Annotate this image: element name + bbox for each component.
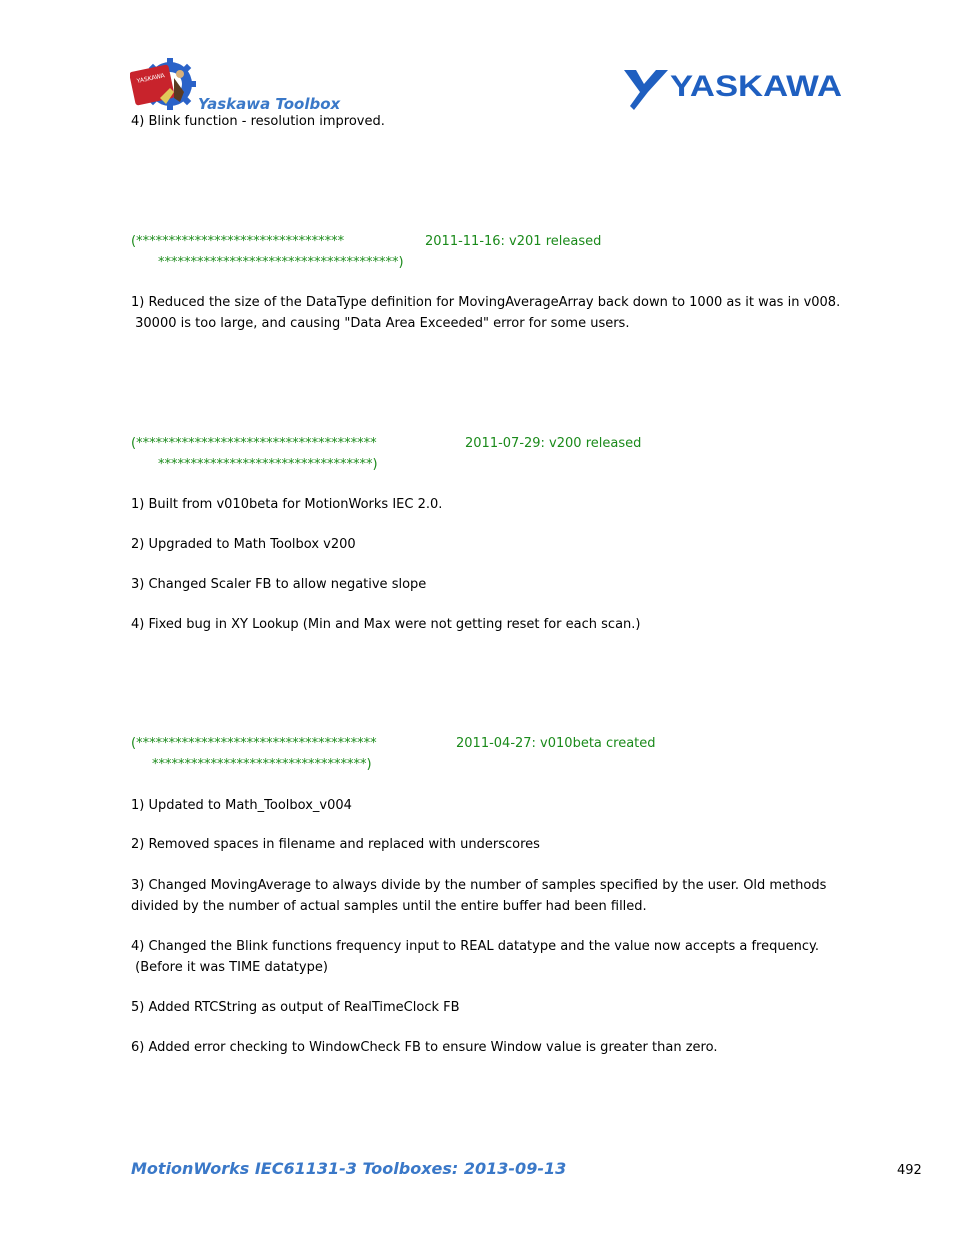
list-item: 3) Changed MovingAverage to always divide by the number of samples specified by the user. Old methods (131, 878, 827, 893)
list-item: 30000 is too large, and causing "Data Area Exceeded" error for some users. (131, 316, 630, 331)
list-item: 6) Added error checking to WindowCheck FB to ensure Window value is greater than zero. (131, 1040, 718, 1055)
section-header-stars-left: (******************************** (131, 234, 345, 249)
section-header-date: 2011-04-27: v010beta created (456, 736, 656, 751)
list-item: 1) Reduced the size of the DataType definition for MovingAverageArray back down to 1000 as it was in v008. (131, 295, 841, 310)
section-header-stars-left: (************************************* (131, 436, 377, 451)
toolbox-title: Yaskawa Toolbox (198, 95, 341, 113)
section-header-date: 2011-11-16: v201 released (425, 234, 602, 249)
intro-line: 4) Blink function - resolution improved. (131, 114, 385, 129)
list-item: 4) Fixed bug in XY Lookup (Min and Max were not getting reset for each scan.) (131, 617, 641, 632)
toolbox-gear-logo (130, 58, 198, 112)
list-item: 5) Added RTCString as output of RealTimeClock FB (131, 1000, 460, 1015)
page-number: 492 (897, 1163, 922, 1178)
yaskawa-logo (622, 66, 844, 112)
list-item: 4) Changed the Blink functions frequency input to REAL datatype and the value now accepts a frequency. (131, 939, 819, 954)
list-item: 2) Upgraded to Math Toolbox v200 (131, 537, 356, 552)
section-header-stars-left: (************************************* (131, 736, 377, 751)
yaskawa-logo-text: YASKAWA (670, 70, 842, 103)
section-header-stars-right: *********************************) (158, 457, 378, 472)
list-item: divided by the number of actual samples until the entire buffer had been filled. (131, 899, 647, 914)
section-header-stars-right: *********************************) (152, 757, 372, 772)
list-item: 1) Updated to Math_Toolbox_v004 (131, 798, 352, 813)
section-header-stars-right: *************************************) (158, 255, 404, 270)
list-item: 2) Removed spaces in filename and replaced with underscores (131, 837, 540, 852)
footer-title: MotionWorks IEC61131-3 Toolboxes: 2013-09-13 (131, 1159, 567, 1178)
badge-text: YASKAWA (136, 72, 166, 85)
list-item: (Before it was TIME datatype) (131, 960, 328, 975)
list-item: 3) Changed Scaler FB to allow negative slope (131, 577, 427, 592)
section-header-date: 2011-07-29: v200 released (465, 436, 642, 451)
list-item: 1) Built from v010beta for MotionWorks IEC 2.0. (131, 497, 443, 512)
